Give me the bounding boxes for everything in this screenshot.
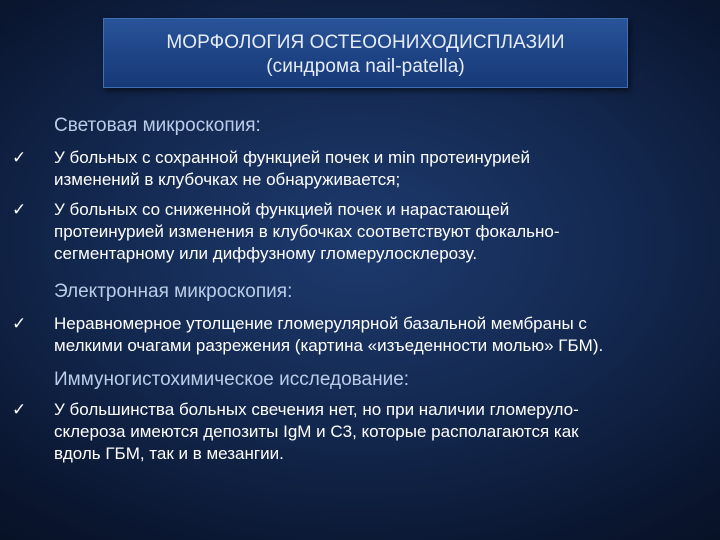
bullet-text xyxy=(54,199,714,265)
bullet-line: вдоль ГБМ, так и в мезангии. xyxy=(54,444,284,463)
bullet-line: У больных с сохранной функцией почек и min протеинурией xyxy=(54,148,530,167)
bullet-line: мелкими очагами разрежения (картина «изъеденности молью» ГБМ). xyxy=(54,336,604,355)
bullet-line: Неравномерное утолщение гломерулярной базальной мембраны с xyxy=(54,314,587,333)
checkmark-icon: ✓ xyxy=(12,314,27,334)
bullet-line: У больных со сниженной функцией почек и нарастающей xyxy=(54,200,510,219)
section-heading-immunohistochemistry: Иммуногистохимическое исследование: xyxy=(54,369,410,390)
bullet-line: протеинурией изменения в клубочках соответствуют фокально- xyxy=(54,222,560,241)
section-heading-electron-microscopy: Электронная микроскопия: xyxy=(54,281,293,302)
bullet-text xyxy=(54,399,714,465)
bullet-line: склероза имеются депозиты IgM и C3, которые располагаются как xyxy=(54,422,579,441)
bullet-line: изменений в клубочках не обнаруживается; xyxy=(54,170,401,189)
bullet-text xyxy=(54,313,714,357)
checkmark-icon: ✓ xyxy=(12,400,27,420)
bullet-line: сегментарному или диффузному гломерулосклерозу. xyxy=(54,244,478,263)
bullet-text xyxy=(54,147,714,191)
bullet-line: У большинства больных свечения нет, но при наличии гломеруло- xyxy=(54,400,579,419)
title-box xyxy=(103,18,628,88)
title-line-2: (синдрома nail-patella) xyxy=(266,56,465,77)
title-line-1: МОРФОЛОГИЯ ОСТЕООНИХОДИСПЛАЗИИ xyxy=(166,32,565,53)
checkmark-icon: ✓ xyxy=(12,148,27,168)
checkmark-icon: ✓ xyxy=(12,200,27,220)
section-heading-light-microscopy: Световая микроскопия: xyxy=(54,115,261,136)
